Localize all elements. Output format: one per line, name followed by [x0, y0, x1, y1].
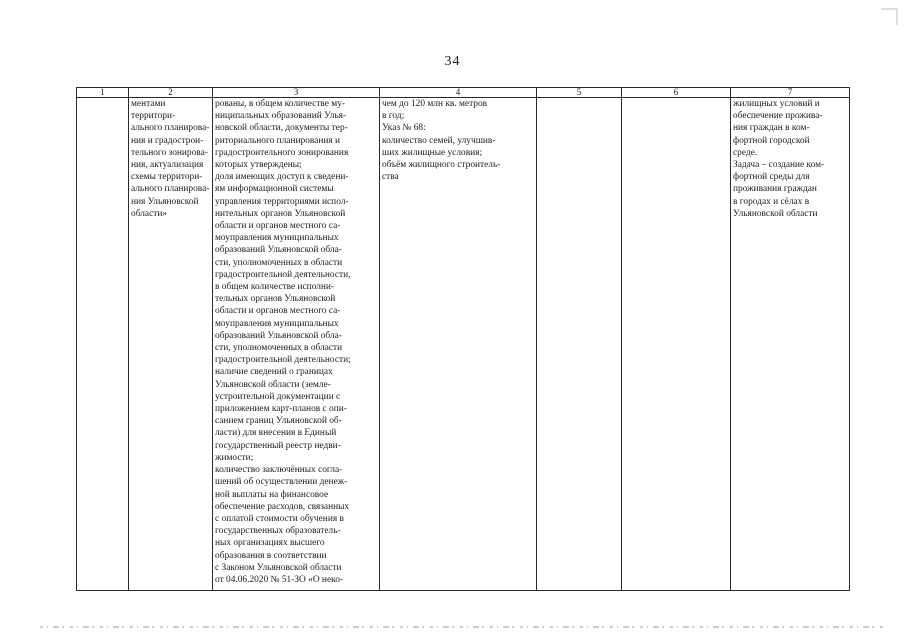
cell-col4: чем до 120 млн кв. метров в год; Указ № 68: количество семей, улучшив- ших жилищные условия; объём жилищного строитель- ства	[380, 98, 537, 591]
column-header-4: 4	[380, 88, 537, 98]
column-header-1: 1	[77, 88, 129, 98]
scan-artifact-line	[0, 624, 905, 630]
table-header-row	[77, 88, 850, 98]
cell-col2: ментами территори- ального планирова- ния и градострои- тельного зонирова- ния, актуализация схемы территори- ального планирова- ния Ульяновской области»	[129, 98, 213, 591]
column-header-7: 7	[731, 88, 850, 98]
column-header-6: 6	[622, 88, 731, 98]
corner-mark	[880, 8, 898, 26]
cell-col6	[622, 98, 731, 591]
page-number: 34	[444, 54, 461, 69]
column-header-5: 5	[537, 88, 622, 98]
cell-col1	[77, 98, 129, 591]
table-row	[77, 98, 850, 591]
column-header-2: 2	[129, 88, 213, 98]
cell-col3: рованы, в общем количестве му- ниципальных образований Улья- новской области, документы тер- риториального планирования и градостроительного зонирования которых утверждены; доля имеющих доступ к сведени- ям информационной системы управления территориями испол- нительных органов Ульяновской области и органов местного са- моуправления муниципальных образований Ульяновской обла- сти, уполномоченных в области градостроительной деятельности, в общем количестве исполни- тельных органов Ульяновской области и органов местного са- моуправления муниципальных образований Ульяновской обла- сти, уполномоченных в области градостроительной деятельности; наличие сведений о границах Ульяновской области (земле- устроительной документации с приложением карт-планов с опи- санием границ Ульяновской об- ласти) для внесения в Единый государственный реестр недви- жимости; количество заключённых согла- шений об осуществлении денеж- ной выплаты на финансовое обеспечение расходов, связанных с оплатой стоимости обучения в государственных образователь- ных организациях высшего образования в соответствии с Законом Ульяновской области от 04.06.2020 № 51-ЗО «О неко-	[213, 98, 380, 591]
cell-col5	[537, 98, 622, 591]
cell-col7: жилищных условий и обеспечение прожива- ния граждан в ком- фортной городской среде. Задача – создание ком- фортной среды для проживания граждан в городах и сёлах в Ульяновской области	[731, 98, 850, 591]
column-header-3: 3	[213, 88, 380, 98]
data-table	[76, 87, 850, 591]
